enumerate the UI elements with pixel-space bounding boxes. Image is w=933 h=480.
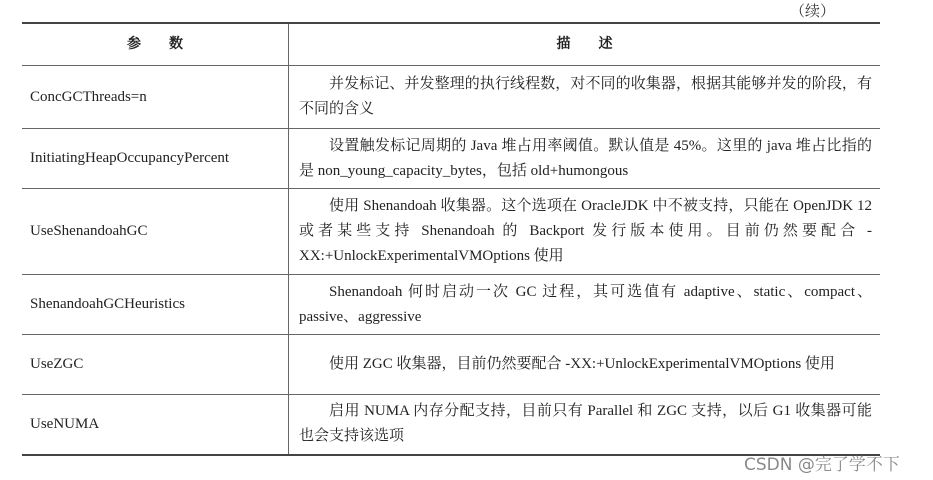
desc-cell: 使用 ZGC 收集器，目前仍然要配合 -XX:+UnlockExperimentalVMOptions 使用 [289, 335, 881, 395]
desc-cell: 启用 NUMA 内存分配支持，目前只有 Parallel 和 ZGC 支持，以后 G1 收集器可能也会支持该选项 [299, 403, 872, 445]
param-cell: ShenandoahGCHeuristics [22, 275, 289, 335]
param-cell: ConcGCThreads=n [22, 66, 289, 129]
param-cell: InitiatingHeapOccupancyPercent [22, 129, 289, 189]
desc-cell: Shenandoah 何时启动一次 GC 过程，其可选值有 adaptive、static、compact、passive、aggressive [289, 275, 881, 335]
gc-parameters-table [22, 22, 880, 456]
header-desc: 描 述 [289, 23, 881, 66]
table-row [22, 275, 880, 335]
csdn-watermark: CSDN @完了学不下 [744, 455, 900, 475]
desc-cell: 并发标记、并发整理的执行线程数，对不同的收集器，根据其能够并发的阶段，有不同的含义 [289, 66, 881, 129]
table-row [22, 395, 880, 455]
header-param: 参 数 [22, 23, 289, 66]
desc-cell: 设置触发标记周期的 Java 堆占用率阈值。默认值是 45%。这里的 java 堆占比指的是 non_young_capacity_bytes，包括 old+humongous [289, 129, 881, 189]
param-cell: UseNUMA [22, 395, 289, 455]
desc-cell: 使用 Shenandoah 收集器。这个选项在 OracleJDK 中不被支持，只能在 OpenJDK 12 或者某些支持 Shenandoah 的 Backport 发行版本使用。目前仍然要配合 -XX:+UnlockExperimentalVMOptions 使用 [289, 189, 881, 275]
table-row [22, 189, 880, 275]
table-header-row [22, 23, 880, 66]
param-cell: UseZGC [22, 335, 289, 395]
table-row [22, 129, 880, 189]
continued-label: （续） [790, 4, 836, 20]
table-row [22, 66, 880, 129]
table-row [22, 335, 880, 395]
param-cell: UseShenandoahGC [22, 189, 289, 275]
